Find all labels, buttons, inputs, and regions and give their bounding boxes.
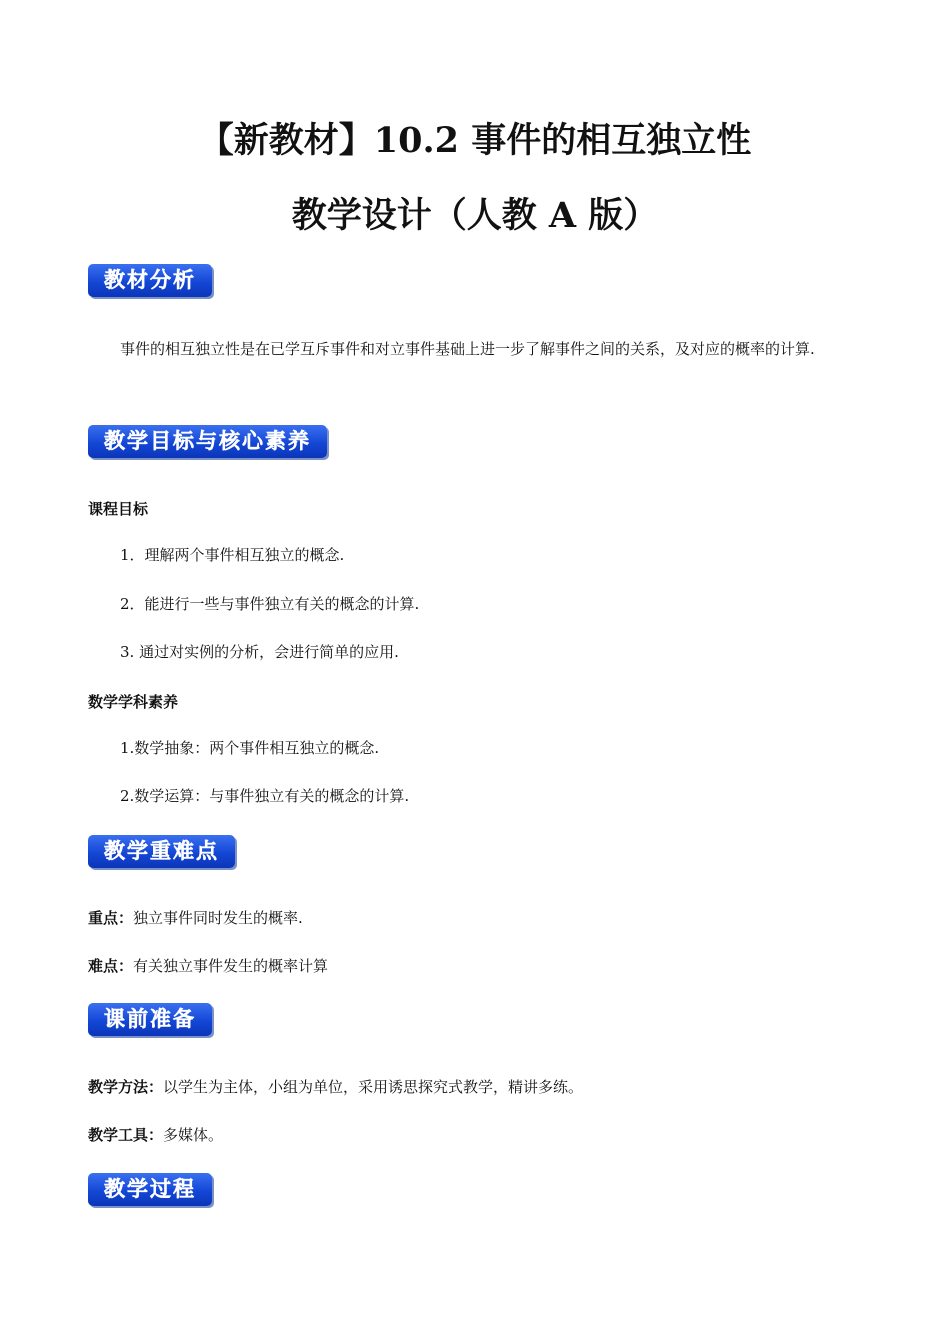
section-banner-process: 教学过程 bbox=[88, 1173, 212, 1206]
section-banner-goals: 教学目标与核心素养 bbox=[88, 425, 327, 458]
section-banner-preparation: 课前准备 bbox=[88, 1003, 212, 1036]
section-banner-key-points: 教学重难点 bbox=[88, 835, 235, 868]
teaching-method-line bbox=[88, 1077, 583, 1097]
difficult-point-line bbox=[88, 956, 328, 976]
analysis-paragraph: 事件的相互独立性是在已学互斥事件和对立事件基础上进一步了解事件之间的关系，及对应的概率的计算. bbox=[120, 340, 815, 358]
teaching-tools-text: 多媒体。 bbox=[163, 1126, 224, 1144]
literacy-item: 1.数学抽象：两个事件相互独立的概念. bbox=[120, 739, 380, 757]
document-title-line2: 教学设计（人教 A 版） bbox=[291, 195, 659, 236]
key-point-line bbox=[88, 908, 303, 928]
course-goal-item: 1．理解两个事件相互独立的概念. bbox=[120, 546, 345, 564]
course-goals-heading: 课程目标 bbox=[88, 500, 149, 518]
section-banner-analysis: 教材分析 bbox=[88, 264, 212, 297]
difficult-point-label: 难点： bbox=[88, 957, 134, 975]
literacy-heading: 数学学科素养 bbox=[88, 693, 179, 711]
literacy-item: 2.数学运算：与事件独立有关的概念的计算. bbox=[120, 787, 410, 805]
teaching-tools-label: 教学工具： bbox=[88, 1126, 164, 1144]
key-point-text: 独立事件同时发生的概率. bbox=[133, 909, 303, 927]
key-point-label: 重点： bbox=[88, 909, 134, 927]
teaching-method-label: 教学方法： bbox=[88, 1078, 164, 1096]
document-title-line1: 【新教材】10.2 事件的相互独立性 bbox=[198, 120, 752, 161]
course-goal-item: 2．能进行一些与事件独立有关的概念的计算. bbox=[120, 595, 420, 613]
course-goal-item: 3. 通过对实例的分析，会进行简单的应用. bbox=[120, 643, 399, 661]
difficult-point-text: 有关独立事件发生的概率计算 bbox=[133, 957, 329, 975]
teaching-method-text: 以学生为主体，小组为单位，采用诱思探究式教学，精讲多练。 bbox=[163, 1078, 584, 1096]
teaching-tools-line bbox=[88, 1125, 223, 1145]
